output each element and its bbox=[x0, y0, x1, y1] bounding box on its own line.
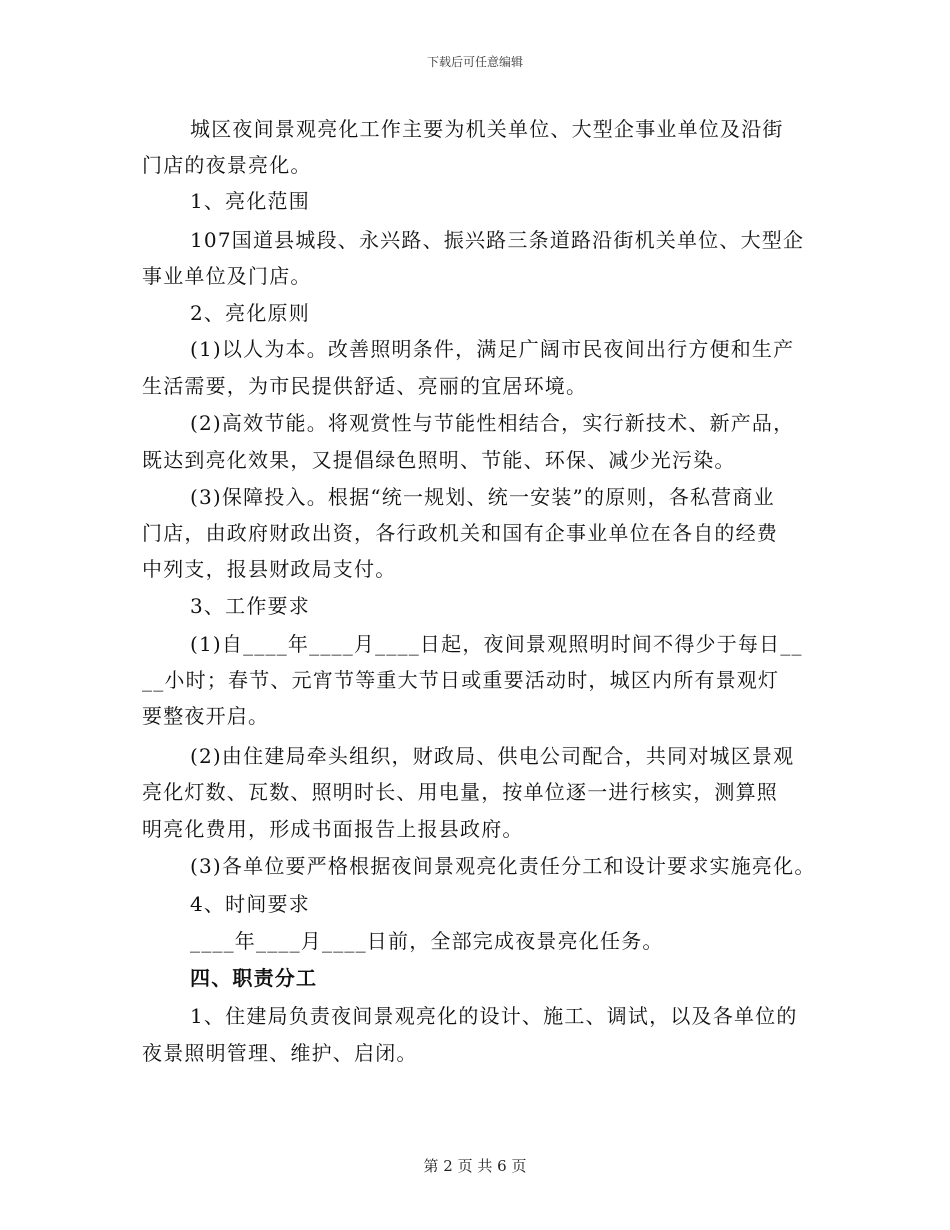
paragraph-line: 夜景照明管理、维护、启闭。 bbox=[142, 1041, 418, 1065]
paragraph-line: (2)高效节能。将观赏性与节能性相结合，实行新技术、新产品， bbox=[190, 411, 795, 435]
page-number: 第 2 页 共 6 页 bbox=[423, 1157, 527, 1175]
paragraph-line: 中列支，报县财政局支付。 bbox=[142, 557, 397, 581]
paragraph-line: 亮化灯数、瓦数、照明时长、用电量，按单位逐一进行核实，测算照 bbox=[142, 780, 778, 804]
paragraph-line: (3)保障投入。根据“统一规划、统一安装”的原则，各私营商业 bbox=[190, 485, 775, 509]
section-heading: 3、工作要求 bbox=[190, 594, 310, 618]
paragraph-line: (1)以人为本。改善照明条件，满足广阔市民夜间出行方便和生产 bbox=[190, 337, 795, 361]
paragraph-line: 明亮化费用，形成书面报告上报县政府。 bbox=[142, 817, 524, 841]
section-heading: 2、亮化原则 bbox=[190, 301, 310, 325]
paragraph-line: ____年____月____日前，全部完成夜景亮化任务。 bbox=[190, 929, 664, 953]
paragraph-line: 事业单位及门店。 bbox=[142, 264, 312, 288]
section-heading: 1、亮化范围 bbox=[190, 189, 310, 213]
paragraph-line: 门店的夜景亮化。 bbox=[142, 153, 312, 177]
paragraph-line: 107国道县城段、永兴路、振兴路三条道路沿街机关单位、大型企 bbox=[190, 228, 805, 252]
section-heading: 4、时间要求 bbox=[190, 892, 310, 916]
paragraph-line: 要整夜开启。 bbox=[142, 704, 270, 728]
paragraph-line: __小时；春节、元宵节等重大节日或重要活动时，城区内所有景观灯 bbox=[142, 668, 780, 692]
paragraph-line: (1)自____年____月____日起，夜间景观照明时间不得少于每日__ bbox=[190, 632, 803, 656]
paragraph-line: 门店，由政府财政出资，各行政机关和国有企事业单位在各自的经费 bbox=[142, 521, 778, 545]
paragraph-line: 城区夜间景观亮化工作主要为机关单位、大型企事业单位及沿街 bbox=[190, 117, 784, 141]
paragraph-line: (3)各单位要严格根据夜间景观亮化责任分工和设计要求实施亮化。 bbox=[190, 854, 816, 878]
page-header: 下载后可任意编辑 bbox=[426, 55, 523, 69]
paragraph-line: 既达到亮化效果，又提倡绿色照明、节能、环保、减少光污染。 bbox=[142, 448, 736, 472]
paragraph-line: 生活需要，为市民提供舒适、亮丽的宜居环境。 bbox=[142, 374, 588, 398]
chapter-heading: 四、职责分工 bbox=[190, 966, 318, 990]
paragraph-line: (2)由住建局牵头组织，财政局、供电公司配合，共同对城区景观 bbox=[190, 744, 795, 768]
paragraph-line: 1、住建局负责夜间景观亮化的设计、施工、调试，以及各单位的 bbox=[190, 1004, 798, 1028]
